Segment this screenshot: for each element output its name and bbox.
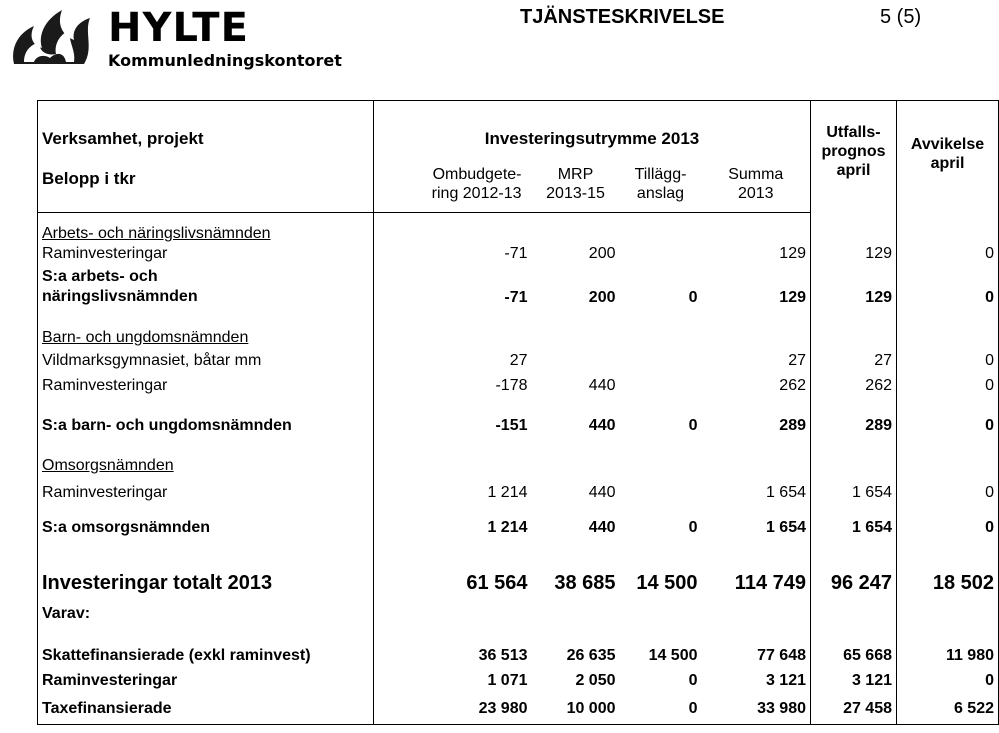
row-label: Raminvesteringar	[38, 667, 374, 695]
logo-name: HYLTE	[108, 5, 249, 51]
cell-utfallsprognos: 27	[811, 347, 897, 375]
cell-avvikelse: 0	[897, 243, 999, 265]
cell-summa: 1 654	[702, 475, 811, 511]
cell-summa: 129	[702, 265, 811, 309]
total-label: Investeringar totalt 2013	[38, 545, 374, 597]
cell-tillaggsanslag	[620, 347, 702, 375]
cell-avvikelse: 0	[897, 511, 999, 545]
row-label: Raminvesteringar	[38, 475, 374, 511]
total-row	[38, 545, 999, 597]
cell-summa: 262	[702, 375, 811, 397]
varav-row	[38, 597, 999, 631]
cell-utfallsprognos: 1 654	[811, 475, 897, 511]
sum-row	[38, 265, 999, 309]
cell-tillaggsanslag: 14 500	[648, 646, 698, 664]
col-header-verksamhet: Verksamhet, projekt	[38, 101, 374, 153]
flame-logo-icon	[4, 4, 104, 74]
col-header-investeringsutrymme: Investeringsutrymme 2013	[374, 101, 811, 153]
cell-ombudgetering: -178	[495, 376, 528, 394]
sum-label: S:a arbets- och näringslivsnämnden	[38, 265, 374, 309]
cell-mrp: 200	[588, 288, 616, 306]
col-header-mrp: MRP 2013-15	[532, 153, 620, 213]
cell-utfallsprognos: 3 121	[811, 667, 897, 695]
row-label: Taxefinansierade	[38, 695, 374, 725]
cell-ombudgetering: 27	[509, 351, 528, 369]
cell-avvikelse: 18 502	[897, 545, 999, 597]
col-header-utfallsprognos: Utfalls- prognos april	[811, 101, 897, 213]
page-number: 5 (5)	[880, 6, 922, 28]
cell-mrp: 10 000	[532, 695, 620, 725]
cell-summa: 1 654	[702, 511, 811, 545]
cell-utfallsprognos: 129	[811, 265, 897, 309]
cell-utfallsprognos: 289	[811, 397, 897, 437]
cell-ombudgetering: -71	[504, 288, 528, 306]
cell-avvikelse: 0	[897, 475, 999, 511]
col-header-summa: Summa 2013	[702, 153, 811, 213]
sum-row	[38, 397, 999, 437]
cell-mrp	[532, 347, 620, 375]
cell-summa: 289	[702, 397, 811, 437]
row-label: Skattefinansierade (exkl raminvest)	[38, 631, 374, 667]
cell-tillaggsanslag: 0	[688, 671, 698, 689]
cell-tillaggsanslag	[620, 243, 702, 265]
section-title-row	[38, 309, 999, 347]
cell-avvikelse: 0	[897, 397, 999, 437]
hylte-logo	[4, 4, 342, 74]
row-label: Vildmarksgymnasiet, båtar mm	[38, 347, 374, 375]
cell-mrp: 26 635	[566, 646, 616, 664]
section-title-row	[38, 437, 999, 475]
cell-utfallsprognos: 96 247	[811, 545, 897, 597]
table-row	[38, 667, 999, 695]
cell-ombudgetering: 1 214	[487, 518, 528, 536]
cell-mrp: 440	[588, 518, 616, 536]
cell-tillaggsanslag	[620, 375, 702, 397]
cell-utfallsprognos: 262	[811, 375, 897, 397]
cell-mrp: 440	[588, 483, 616, 501]
cell-tillaggsanslag: 0	[688, 518, 698, 536]
cell-ombudgetering: -151	[495, 416, 528, 434]
cell-avvikelse: 0	[897, 265, 999, 309]
cell-avvikelse: 0	[897, 347, 999, 375]
col-header-avvikelse: Avvikelse april	[897, 101, 999, 213]
cell-utfallsprognos: 65 668	[811, 631, 897, 667]
section-title: Arbets- och näringslivsnämnden	[38, 213, 374, 243]
cell-summa: 27	[702, 347, 811, 375]
cell-summa: 33 980	[702, 695, 811, 725]
cell-tillaggsanslag: 0	[688, 288, 698, 306]
logo-subtitle: Kommunledningskontoret	[108, 51, 342, 70]
section-title: Omsorgsnämnden	[38, 437, 374, 475]
sum-label: S:a barn- och ungdomsnämnden	[38, 397, 374, 437]
sum-label: S:a omsorgsnämnden	[38, 511, 374, 545]
cell-ombudgetering: 61 564	[466, 571, 528, 594]
cell-utfallsprognos: 129	[811, 243, 897, 265]
row-label: Raminvesteringar	[38, 375, 374, 397]
cell-summa: 77 648	[702, 631, 811, 667]
sum-row	[38, 511, 999, 545]
cell-avvikelse: 0	[897, 375, 999, 397]
cell-ombudgetering: 1 214	[487, 483, 528, 501]
cell-summa: 114 749	[702, 545, 811, 597]
section-title: Barn- och ungdomsnämnden	[38, 309, 374, 347]
section-title-row	[38, 213, 999, 243]
col-header-tillaggsanslag: Tillägg- anslag	[620, 153, 702, 213]
cell-ombudgetering: 36 513	[478, 646, 528, 664]
cell-utfallsprognos: 27 458	[811, 695, 897, 725]
investment-table	[37, 100, 999, 725]
varav-label: Varav:	[38, 597, 374, 631]
table-row	[38, 243, 999, 265]
cell-ombudgetering: -71	[504, 244, 528, 262]
cell-tillaggsanslag	[620, 475, 702, 511]
table-row	[38, 475, 999, 511]
cell-avvikelse: 11 980	[897, 631, 999, 667]
cell-ombudgetering: 23 980	[374, 695, 532, 725]
cell-mrp: 440	[588, 416, 616, 434]
table-row	[38, 695, 999, 725]
cell-mrp: 200	[588, 244, 616, 262]
cell-summa: 129	[702, 243, 811, 265]
cell-avvikelse: 6 522	[897, 695, 999, 725]
cell-avvikelse: 0	[897, 667, 999, 695]
cell-mrp: 2 050	[575, 671, 616, 689]
cell-utfallsprognos: 1 654	[811, 511, 897, 545]
cell-tillaggsanslag: 14 500	[636, 571, 698, 594]
table-row	[38, 347, 999, 375]
cell-ombudgetering: 1 071	[487, 671, 528, 689]
cell-summa: 3 121	[702, 667, 811, 695]
col-header-belopp: Belopp i tkr	[38, 153, 374, 213]
cell-mrp: 38 685	[554, 571, 616, 594]
row-label: Raminvesteringar	[38, 243, 374, 265]
cell-mrp: 440	[588, 376, 616, 394]
header-row-1	[38, 101, 999, 153]
table-row	[38, 631, 999, 667]
cell-tillaggsanslag: 0	[620, 695, 702, 725]
table-row	[38, 375, 999, 397]
document-title: TJÄNSTESKRIVELSE	[520, 6, 725, 28]
col-header-ombudgetering: Ombudgete- ring 2012-13	[374, 153, 532, 213]
cell-tillaggsanslag: 0	[688, 416, 698, 434]
